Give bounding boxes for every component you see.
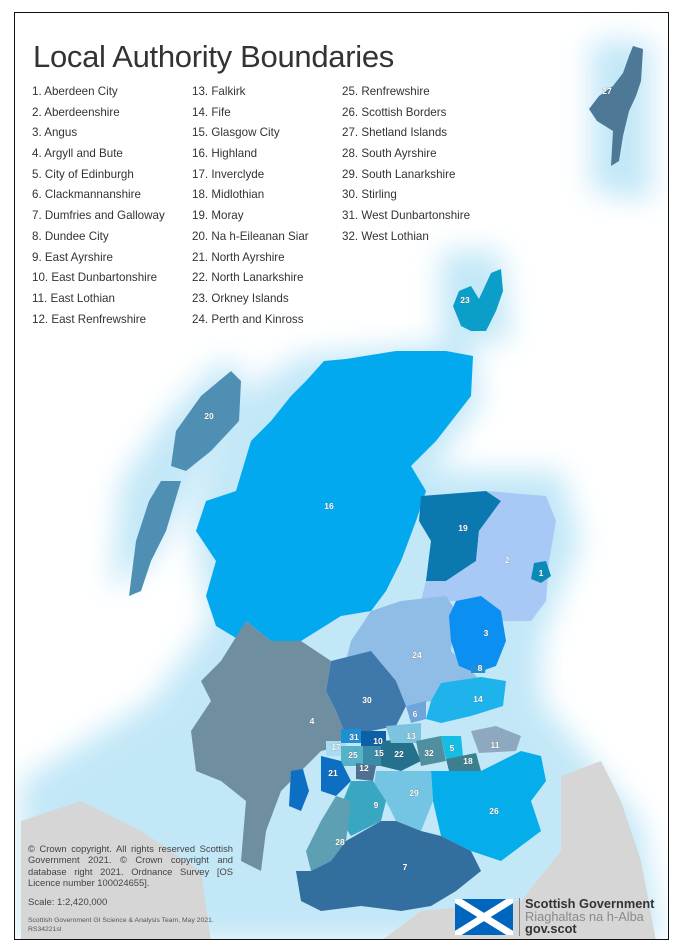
legend-item: 21. North Ayrshire [192,250,285,264]
legend-item: 17. Inverclyde [192,167,265,181]
legend-item: 28. South Ayrshire [342,147,437,161]
legend-item: 11. East Lothian [32,291,115,305]
legend-item: 20. Na h-Eileanan Siar [192,229,309,243]
map-frame [14,12,669,940]
legend-item: 22. North Lanarkshire [192,271,304,285]
map-scale: Scale: 1:2,420,000 [28,897,108,908]
legend-item: 5. City of Edinburgh [32,167,134,181]
legend-item: 31. West Dunbartonshire [342,209,471,223]
legend-item: 13. Falkirk [192,85,246,98]
legend-item: 2. Aberdeenshire [32,105,120,119]
svg-text:25: 25 [348,750,358,760]
legend-item: 30. Stirling [342,188,397,202]
svg-text:32: 32 [424,748,434,758]
svg-text:26: 26 [489,806,499,816]
legend-item: 29. South Lanarkshire [342,167,456,181]
svg-text:20: 20 [204,411,214,421]
legend-item: 27. Shetland Islands [342,126,448,140]
region-falkirk [386,723,421,743]
legend-column-3 [342,82,470,248]
legend-item: 12. East Renfrewshire [32,312,147,326]
svg-text:19: 19 [458,523,468,533]
copyright-notice: © Crown copyright. All rights reserved Scottish Government 2021. © Crown copyright and database right 2021. Ordnance Survey [OS Licence number 100024655]. [28,843,233,889]
legend-item: 10. East Dunbartonshire [32,271,158,285]
svg-text:13: 13 [406,731,416,741]
svg-text:23: 23 [460,295,470,305]
svg-text:18: 18 [463,756,473,766]
logo-website: gov.scot [525,921,577,937]
svg-text:30: 30 [362,695,372,705]
svg-text:24: 24 [412,650,422,660]
legend-item: 9. East Ayrshire [32,250,113,264]
svg-text:22: 22 [394,749,404,759]
svg-text:27: 27 [602,86,612,96]
svg-text:8: 8 [477,663,483,673]
legend-item: 19. Moray [192,209,244,223]
svg-text:7: 7 [402,862,408,872]
legend-item: 23. Orkney Islands [192,291,289,305]
scottish-government-logo [455,897,654,937]
legend-item: 18. Midlothian [192,188,265,202]
legend-column-2 [192,82,309,330]
legend-item: 4. Argyll and Bute [32,147,123,161]
legend-item: 1. Aberdeen City [32,85,118,98]
legend-item: 16. Highland [192,147,258,161]
svg-text:17: 17 [331,742,341,752]
logo-divider [519,898,520,936]
svg-text:12: 12 [359,763,369,773]
legend-item: 15. Glasgow City [192,126,280,140]
map-title: Local Authority Boundaries [33,39,394,74]
svg-text:10: 10 [373,736,383,746]
svg-text:11: 11 [490,740,500,750]
legend-item: 25. Renfrewshire [342,85,430,98]
logo-name-gaelic: Riaghaltas na h-Alba [525,908,644,924]
svg-text:29: 29 [409,788,419,798]
svg-text:9: 9 [373,800,379,810]
legend-item: 7. Dumfries and Galloway [32,209,165,223]
svg-text:31: 31 [349,732,359,742]
svg-text:3: 3 [483,628,489,638]
logo-name-english: Scottish Government [525,896,655,912]
svg-text:5: 5 [449,743,455,753]
svg-text:2: 2 [504,555,510,565]
svg-text:14: 14 [473,694,483,704]
legend-item: 26. Scottish Borders [342,105,447,119]
legend-item: 24. Perth and Kinross [192,312,304,326]
legend-item: 14. Fife [192,105,231,119]
svg-text:4: 4 [309,716,315,726]
legend-column-1 [32,82,165,330]
svg-text:1: 1 [538,568,544,578]
saltire-flag-icon [455,899,513,935]
svg-text:21: 21 [328,768,338,778]
svg-text:6: 6 [412,709,418,719]
legend-item: 8. Dundee City [32,229,109,243]
legend-item: 32. West Lothian [342,229,429,243]
svg-text:28: 28 [335,837,345,847]
legend-item: 3. Angus [32,126,78,140]
legend-item: 6. Clackmannanshire [32,188,141,202]
svg-text:16: 16 [324,501,334,511]
production-credit: Scottish Government GI Science & Analysis Team, May 2021. RS34221sl [28,917,214,933]
svg-text:15: 15 [374,748,384,758]
